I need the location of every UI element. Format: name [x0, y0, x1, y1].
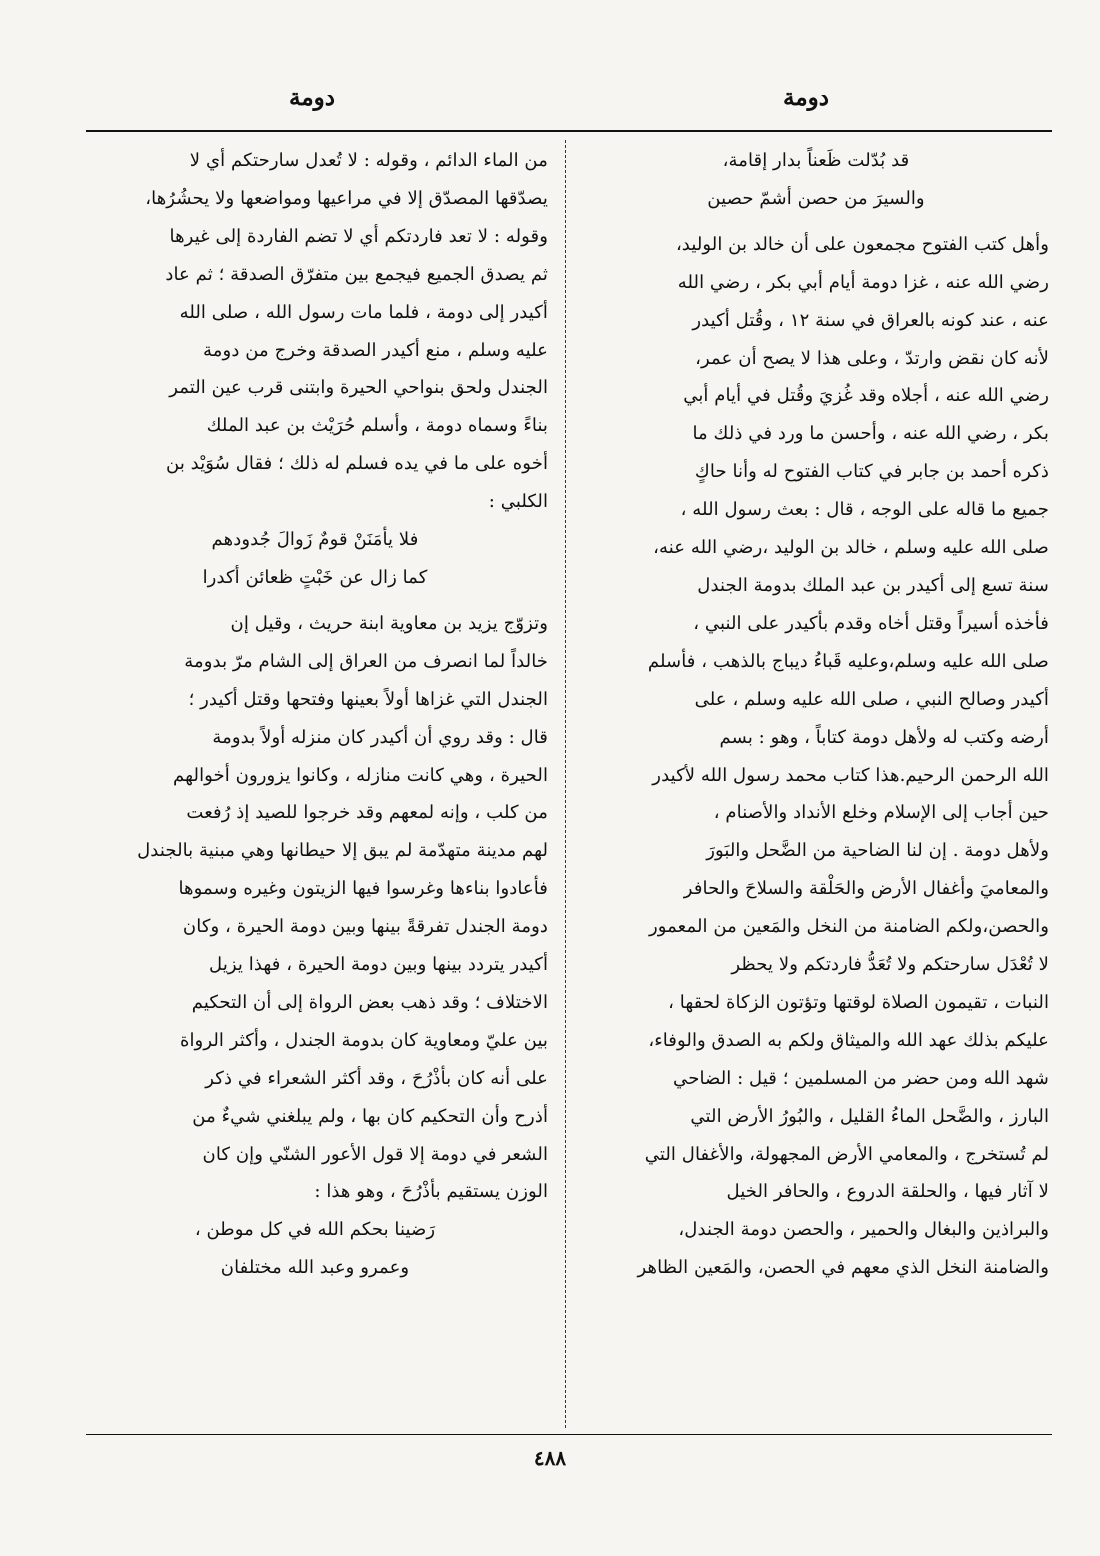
- text-line: رضي الله عنه ، غزا دومة أيام أبي بكر ، رضي الله: [677, 271, 1049, 293]
- verse-line: والسيرَ من حصن أشمّ حصين: [707, 187, 925, 209]
- text-line: لم تُستخرج ، والمعامي الأرض المجهولة، والأغفال التي: [644, 1143, 1049, 1165]
- text-line: عنه ، عند كونه بالعراق في سنة ١٢ ، وقُتل أكيدر: [692, 309, 1049, 331]
- text-line: أكيدر إلى دومة ، فلما مات رسول الله ، صلى الله: [179, 301, 548, 323]
- text-line: والمعاميَ وأغفال الأرض والحَلْقة والسلاحَ والحافر: [683, 878, 1049, 900]
- text-line: والبراذين والبغال والحمير ، والحصن دومة الجندل،: [678, 1219, 1049, 1241]
- text-line: لا آثار فيها ، والحلقة الدروع ، والحافر الخيل: [726, 1181, 1049, 1203]
- text-line: وتزوّج يزيد بن معاوية ابنة حريث ، وقيل إن: [230, 612, 548, 634]
- text-line: ولأهل دومة . إن لنا الضاحية من الضَّحل والبَورَ: [706, 840, 1049, 862]
- running-head-left: دومة: [289, 84, 335, 111]
- text-line: فأخذه أسيراً وقتل أخاه وقدم بأكيدر على النبي ،: [693, 612, 1049, 634]
- verse-line: وعمرو وعبد الله مختلفان: [220, 1257, 410, 1279]
- text-line: يصدّقها المصدّق إلا في مراعيها ومواضعها ولا يحشُرُها،: [145, 187, 548, 209]
- text-line: لا تُعْدَل سارحتكم ولا تُعَدُّ فاردتكم ولا يحظر: [731, 954, 1049, 976]
- page-number: ٤٨٨: [533, 1446, 567, 1470]
- text-line: النبات ، تقيمون الصلاة لوقتها وتؤتون الزكاة لحقها ،: [668, 991, 1049, 1013]
- text-line: والضامنة النخل الذي معهم في الحصن، والمَعين الظاهر: [637, 1257, 1049, 1279]
- text-line: من الماء الدائم ، وقوله : لا تُعدل سارحتكم أي لا: [189, 150, 548, 171]
- text-line: حين أجاب إلى الإسلام وخلع الأنداد والأصنام ،: [713, 802, 1049, 824]
- text-line: قال : وقد روي أن أكيدر كان منزله أولاً بدومة: [212, 726, 548, 748]
- text-line: ذكره أحمد بن جابر في كتاب الفتوح له وأنا حاكٍ: [694, 461, 1049, 483]
- verse-line: رَضينا بحكم الله في كل موطن ،: [194, 1219, 436, 1241]
- verse-line: فلا يأمَنَنْ قومٌ زَوالَ جُدودهم: [211, 529, 419, 551]
- right-column-body: [583, 226, 1049, 1287]
- text-line: وقوله : لا تعد فاردتكم أي لا تضم الفاردة إلى غيرها: [169, 225, 548, 247]
- right-column: [583, 142, 1049, 1432]
- text-line: أكيدر وصالح النبي ، صلى الله عليه وسلم ، على: [694, 688, 1049, 710]
- text-line: الحيرة ، وهي كانت منازله ، وكانوا يزورون أخوالهم: [173, 764, 548, 786]
- poem-aawar: [82, 1211, 548, 1287]
- opening-verse: [583, 142, 1049, 218]
- column-divider: [565, 140, 566, 1428]
- text-line: صلى الله عليه وسلم ، خالد بن الوليد ،رضي الله عنه،: [653, 537, 1049, 559]
- text-line: أكيدر يتردد بينها وبين دومة الحيرة ، فهذا يزيل: [209, 954, 548, 976]
- text-line: بناءً وسماه دومة ، وأسلم حُرَيْث بن عبد الملك: [206, 415, 548, 437]
- footer-rule: [86, 1434, 1052, 1435]
- text-line: الاختلاف ؛ وقد ذهب بعض الرواة إلى أن التحكيم: [191, 991, 548, 1013]
- text-line: الجندل التي غزاها أولاً بعينها وفتحها وقتل أكيدر ؛: [188, 688, 548, 710]
- text-line: أخوه على ما في يده فسلم له ذلك ؛ فقال سُوَيْد بن: [165, 453, 548, 475]
- text-line: شهد الله ومن حضر من المسلمين ؛ قيل : الضاحي: [673, 1067, 1049, 1089]
- text-line: وأهل كتب الفتوح مجمعون على أن خالد بن الوليد،: [675, 233, 1049, 255]
- text-line: الجندل ولحق بنواحي الحيرة وابتنى قرب عين التمر: [169, 377, 548, 399]
- text-line: سنة تسع إلى أكيدر بن عبد الملك بدومة الجندل: [697, 574, 1049, 596]
- header-rule: [86, 130, 1052, 132]
- text-line: بين عليّ ومعاوية كان بدومة الجندل ، وأكثر الرواة: [179, 1029, 548, 1051]
- text-line: جميع ما قاله على الوجه ، قال : بعث رسول الله ،: [680, 499, 1049, 521]
- text-line: بكر ، رضي الله عنه ، وأحسن ما ورد في ذلك ما: [692, 423, 1049, 445]
- verse-line: كما زال عن خَبْتٍ ظعائن أكدرا: [202, 566, 428, 588]
- text-line: خالداً لما انصرف من العراق إلى الشام مرّ بدومة: [184, 650, 548, 672]
- text-line: عليه وسلم ، منع أكيدر الصدقة وخرج من دومة: [203, 339, 548, 361]
- text-line: فأعادوا بناءها وغرسوا فيها الزيتون وغيره وسموها: [178, 878, 548, 900]
- text-line: دومة الجندل تفرقةً بينها وبين دومة الحيرة ، وكان: [182, 916, 548, 938]
- text-line: الوزن يستقيم بأذْرُحَ ، وهو هذا :: [314, 1181, 548, 1203]
- left-column: [82, 142, 548, 1432]
- text-line: على أنه كان بأذْرُحَ ، وقد أكثر الشعراء في ذكر: [205, 1067, 548, 1089]
- text-line: لهم مدينة متهدّمة لم يبق إلا حيطانها وهي مبنية بالجندل: [137, 840, 548, 862]
- text-line: صلى الله عليه وسلم،وعليه قَباءُ ديباج بالذهب ، فأسلم: [647, 650, 1049, 672]
- text-line: أذرح وأن التحكيم كان بها ، ولم يبلغني شيءٌ من: [192, 1105, 548, 1127]
- verse-line: قد بُدّلت ظَعناً بدار إقامة،: [722, 150, 910, 171]
- text-line: الله الرحمن الرحيم.هذا كتاب محمد رسول الله لأكيدر: [652, 764, 1049, 786]
- text-line: ثم يصدق الجميع فيجمع بين متفرّق الصدقة ؛ ثم عاد: [165, 263, 548, 285]
- text-line: الكلبي :: [488, 491, 548, 513]
- running-head-right: دومة: [783, 84, 829, 111]
- text-line: أرضه وكتب له ولأهل دومة كتاباً ، وهو : بسم: [719, 726, 1049, 748]
- text-line: البارز ، والضَّحل الماءُ القليل ، والبُورُ الأرض التي: [690, 1105, 1049, 1127]
- text-line: والحصن،ولكم الضامنة من النخل والمَعين من المعمور: [648, 916, 1049, 938]
- left-column-body-b: [82, 605, 548, 1212]
- poem-suwayd: [82, 521, 548, 597]
- text-line: رضي الله عنه ، أجلاه وقد غُزيَ وقُتل في أيام أبي: [683, 385, 1049, 407]
- text-line: من كلب ، وإنه لمعهم وقد خرجوا للصيد إذ رُفعت: [186, 802, 548, 824]
- text-line: عليكم بذلك عهد الله والميثاق ولكم به الصدق والوفاء،: [648, 1029, 1049, 1051]
- text-line: لأنه كان نقض وارتدّ ، وعلى هذا لا يصح أن عمر،: [695, 347, 1049, 369]
- text-line: الشعر في دومة إلا قول الأعور الشنّي وإن كان: [202, 1143, 548, 1165]
- left-column-body-a: [82, 142, 548, 521]
